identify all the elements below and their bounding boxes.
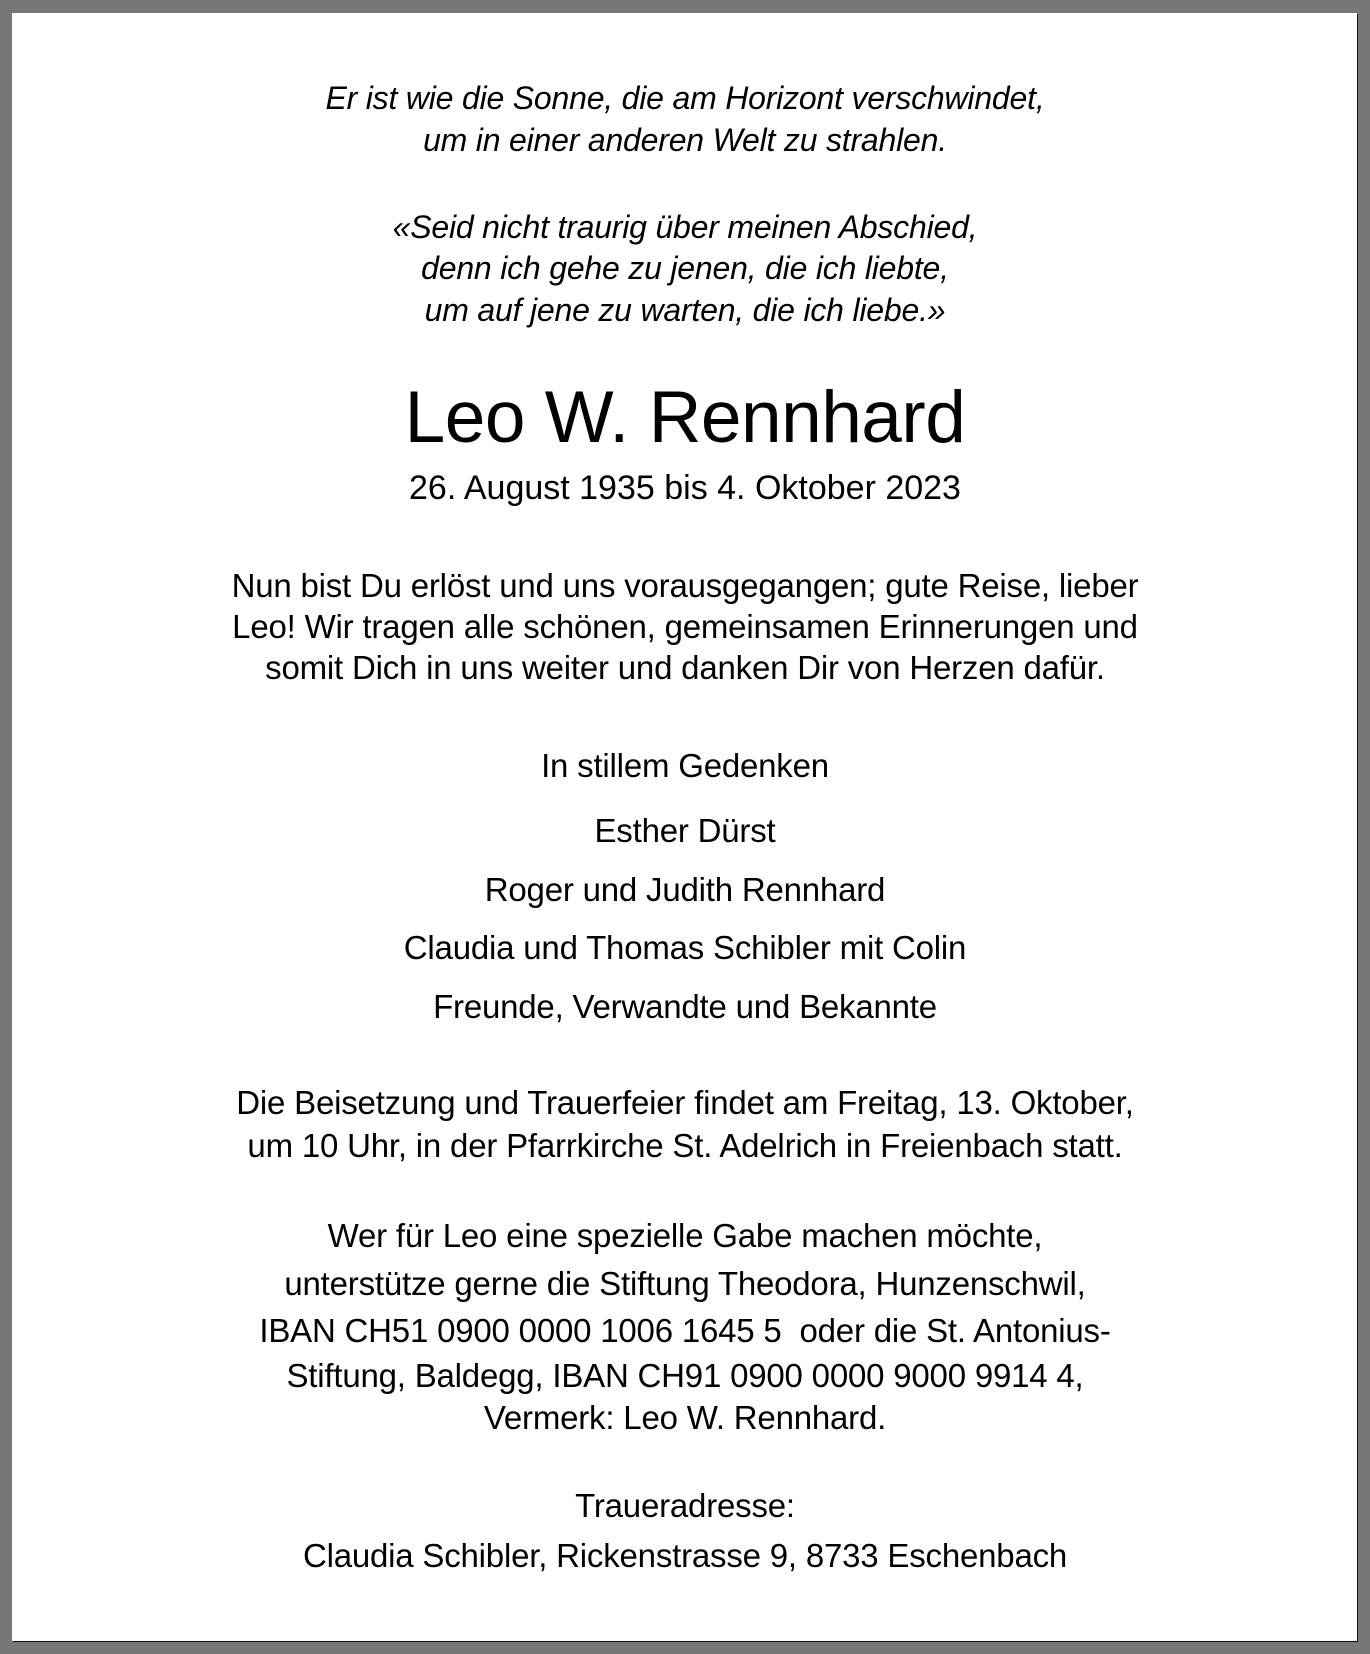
life-dates: 26. August 1935 bis 4. Oktober 2023 — [409, 469, 961, 507]
mourner-name: Esther Dürst — [594, 812, 776, 849]
quote-line: «Seid nicht traurig über meinen Abschied, — [392, 209, 978, 245]
mourners-heading: In stillem Gedenken — [541, 747, 829, 784]
farewell-line: Nun bist Du erlöst und uns vorausgegangen; gute Reise, lieber — [231, 567, 1139, 604]
address-value: Claudia Schibler, Rickenstrasse 9, 8733 Eschenbach — [302, 1537, 1068, 1574]
poem-line: Er ist wie die Sonne, die am Horizont verschwindet, — [325, 80, 1045, 116]
quote-line: um auf jene zu warten, die ich liebe.» — [424, 292, 946, 328]
quote-line: denn ich gehe zu jenen, die ich liebte, — [421, 250, 949, 286]
deceased-name: Leo W. Rennhard — [404, 377, 966, 458]
donation-line: Stiftung, Baldegg, IBAN CH91 0900 0000 9000 9914 4, — [286, 1357, 1084, 1394]
farewell-line: somit Dich in uns weiter und danken Dir von Herzen dafür. — [265, 649, 1105, 686]
donation-line: Wer für Leo eine spezielle Gabe machen möchte, — [327, 1217, 1043, 1254]
poem-line: um in einer anderen Welt zu strahlen. — [423, 122, 947, 158]
mourner-name: Freunde, Verwandte und Bekannte — [433, 988, 937, 1025]
mourner-name: Roger und Judith Rennhard — [484, 871, 886, 908]
funeral-line: um 10 Uhr, in der Pfarrkirche St. Adelrich in Freienbach statt. — [247, 1127, 1123, 1164]
farewell-line: Leo! Wir tragen alle schönen, gemeinsamen Erinnerungen und — [232, 608, 1138, 645]
address-label: Traueradresse: — [575, 1487, 795, 1524]
donation-line: IBAN CH51 0900 0000 1006 1645 5 oder die St. Antonius- — [259, 1312, 1111, 1349]
funeral-line: Die Beisetzung und Trauerfeier findet am Freitag, 13. Oktober, — [236, 1084, 1134, 1121]
mourner-name: Claudia und Thomas Schibler mit Colin — [403, 929, 967, 966]
donation-line: unterstütze gerne die Stiftung Theodora, Hunzenschwil, — [284, 1265, 1086, 1302]
donation-line: Vermerk: Leo W. Rennhard. — [483, 1399, 887, 1436]
